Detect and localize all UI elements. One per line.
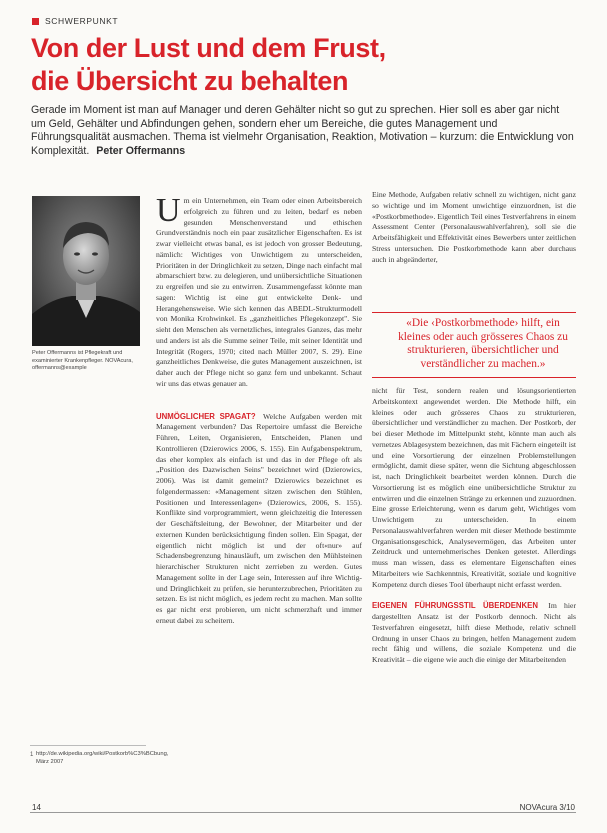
postkorb-intro-paragraph: Eine Methode, Aufgaben relativ schnell zu wichtigen, nicht ganz so wichtige und im Moment unwichtige einzuordnen, ist die «Postkorbmethode». Eigentlich Teil eines Testverfahrens in einem Assessment Center (Personalauswahlverfahren), soll sie die Arbeitsfähigkeit und Effektivität eines Bewerbers unter zeitlichen Stress untersuchen. Die Postkorbmethode kann aber durchaus auch in abgeänderter, bbox=[372, 190, 576, 264]
pullquote-bottom-rule bbox=[372, 377, 576, 378]
journal-name: NOVAcura 3/10 bbox=[519, 803, 575, 812]
pull-quote: «Die ‹Postkorbmethode› hilft, ein kleines oder auch grösseres Chaos zu strukturieren, übersichtlicher und verständlicher zu machen.» bbox=[398, 317, 568, 370]
section-label-text: SCHWERPUNKT bbox=[45, 16, 119, 26]
lead-text: Gerade im Moment ist man auf Manager und deren Gehälter nicht so gut zu sprechen. Hier soll es aber gar nicht um Geld, Gehälter und Abfindungen gehen, sondern eher um Bereiche, die gutes Management und Führungsqualität ausmachen. Thema ist vielmehr Organisation, Reaktion, Motivation – kurzum: die Entwicklung von Komplexität. bbox=[31, 104, 574, 157]
photo-caption: Peter Offermanns ist Pflegekraft und examinierter Krankenpfleger. NOVAcura, offermanns@example bbox=[32, 350, 133, 372]
section-paragraph-fuehrungsstil bbox=[372, 601, 576, 666]
author-portrait-image bbox=[32, 196, 140, 346]
headline-line-1: Von der Lust und dem Frust, bbox=[31, 33, 386, 63]
section-label bbox=[32, 16, 118, 26]
drop-cap: U bbox=[156, 192, 181, 229]
article-column-2 bbox=[372, 190, 576, 265]
footnote-rule bbox=[30, 745, 146, 746]
article-column-2-continued bbox=[372, 386, 576, 666]
spagat-paragraph-text: Welche Aufgaben werden mit Management verbunden? Das Repertoire umfasst die Bereiche Führen, Leiten, Organisieren, Entscheiden, Planen und Kontrollieren (Dzierowics 2006, S. 155). Ein Aufgabenspektrum, das eher komplex als einfach ist und das in der Pflege oft als „Position des Dazwischen Seins" bezeichnet wird (Dzierowics, 2006). Was ist damit gemeint? Dzierowics bezeichnet es folgendermassen: «Management sitzen zwischen den Stühlen, Positionen und Interessenlagen» (Dzierowics, 2006, S. 155). Konflikte sind vorprogrammiert, wenn gleichzeitig die Interessen der Geschäftsleitung, der Bewohner, der Mitarbeiter und der externen Kunden berücksichtigung finden sollen. Ein Spagat, der eigentlich nicht möglich ist und der oft«nur» auf Schadensbegrenzung hinausläuft, um zwischen den Mühlsteinen hierarchischer Strukturen nicht zerrieben zu werden. Gutes Management sollte in der Lage sein, Interessen auf ihre Wichtig- und Dringlichkeit zu prüfen, sie herunterzubrechen, Prioritäten zu setzen. Es ist nicht möglich, es jedem recht zu machen. Man sollte es gar nicht erst probieren, um nicht schmerzhaft und immer erneut dabei zu scheitern. bbox=[156, 411, 362, 625]
headline bbox=[31, 32, 571, 98]
page-footer-rule bbox=[30, 812, 576, 813]
pullquote-top-rule bbox=[372, 312, 576, 313]
lead-paragraph bbox=[31, 104, 575, 158]
footnote-text: http://de.wikipedia.org/wiki/Postkorb%C3%BCbung, März 2007 bbox=[36, 751, 169, 765]
section-paragraph-spagat bbox=[156, 412, 362, 627]
intro-paragraph-text: m ein Unternehmen, ein Team oder einen Arbeitsbereich erfolgreich zu führen und zu leiten, bedarf es neben gesunden Menschenverstand und ethischen Grundverständnis noch ein paar zusätzlicher Eigenschaften. Es ist zwar vielleicht etwas banal, es ist jedoch von grosser Bedeutung, nämlich: Wichtiges von Unwichtigem zu unterscheiden, Prioritäten in der Dringlichkeit zu setzen, Dinge nach einfacht mal abmarschiert bzw. zu delegieren, und unübersichtliche Situationen zu ergreifen und sie zu entwirren. Zusammengefasst könnte man sagen: Wichtig ist eine gut entwickelte Denk- und Herangehensweise. Wie sich kennen das ABEDL-Strukturmodell von Monika Krohwinkel. Es „ganzheitliches Pflegekonzept". Sie sieht den Menschen als vernetzliches, integrales Ganzes, das mehr und anders ist als die Summe seiner Teile, mit seiner Identität und Integrität (Rogers, 1970; cited nach Müller 2007, S. 29). Eine ganzheitliches Denkweise, die gutes Management auszeichnen, ist daher auch der Pflege nicht so ganz fern und unbekannt. Schaut wir uns das etwas genauer an. bbox=[156, 196, 362, 388]
footnote-marker: 1 bbox=[30, 752, 34, 758]
article-column-1 bbox=[156, 192, 362, 627]
subhead-spagat: UNMÖGLICHER SPAGAT? bbox=[156, 411, 256, 421]
intro-paragraph bbox=[156, 192, 362, 390]
author-photo bbox=[32, 196, 140, 346]
postkorb-method-paragraph: nicht für Test, sondern realen und lösungsorientierten Arbeitskontext angewendet werden. Die Methode hilft, ein kleines oder auch grösseres Chaos zu strukturieren, übersichtlicher und verständlicher zu machen. Der Postkorb, der bei dieser Methode im Mittelpunkt steht, könnte man auch als vernetzes Ablagesystem bezeichnen, das mit Fächern eingeteilt ist und eine Vorsortierung der einzelnen Problemstellungen ermöglicht, damit diese später, wenn die Sichtung abgeschlossen ist, nach Dringlichkeit bearbeitet werden können. Durch die Vorsortierung ist es möglich eine unübersichtliche Struktur zu entwirren und die einzelnen Stränge zu erkennen und zuzuordnen. Eine grosse Erleichterung, wenn es darum geht, Wichtiges vom Unwichtigem zu unterscheiden. In einem Personalauswahlverfahren werden mit dieser Methode bestimmte Organisationsgeschick, Analysevermögen, das Arbeiten unter Zeitdruck und unternehmerisches Denken getestet. Allerdings muss man wissen, dass es elementare Eigenschaften eines Mitarbeiters wie Sachkenntnis, Kreativität, soziale und kognitive Kompetenz durch dieses Tool überhaupt nicht erfasst werden. bbox=[372, 386, 576, 589]
section-marker-square bbox=[32, 18, 39, 25]
headline-line-2: die Übersicht zu behalten bbox=[31, 66, 349, 96]
fuehrungsstil-paragraph-text: Im hier dargestellten Ansatz ist der Postkorb dennoch. Nicht als Testverfahren eingesetzt, hilft diese Methode, relativ schnell Ordnung in unser Chaos zu bringen, helfen Management zudem recht fähig und willens, die soziale Kompetenz und die Kreativität – die eigene wie auch die einige der Mitarbeitenden bbox=[372, 601, 576, 664]
subhead-fuehrungsstil: EIGENEN FÜHRUNGSSTIL ÜBERDENKEN bbox=[372, 601, 539, 611]
page-number: 14 bbox=[32, 803, 41, 812]
author-name: Peter Offermanns bbox=[96, 144, 186, 157]
